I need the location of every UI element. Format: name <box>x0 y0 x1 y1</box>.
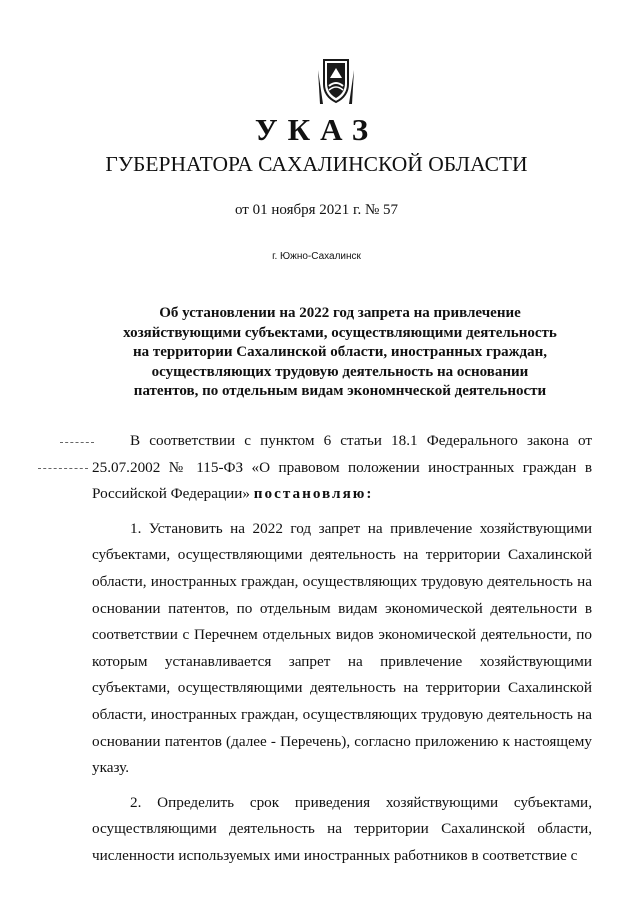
decree-body <box>92 428 592 870</box>
document-date: от 01 ноября 2021 г. № 57 <box>234 202 399 218</box>
document-city: г. Южно-Сахалинск <box>272 251 361 262</box>
margin-mark <box>38 468 88 469</box>
heading-line: хозяйствующими субъектами, осуществляющими деятельность <box>123 324 557 341</box>
document-subtitle: ГУБЕРНАТОРА САХАЛИНСКОЙ ОБЛАСТИ <box>105 152 528 176</box>
coat-of-arms-icon <box>314 56 358 106</box>
decree-heading <box>100 304 580 402</box>
decree-word: постановляю: <box>253 485 374 503</box>
heading-line: на территории Сахалинской области, иностранных граждан, <box>132 344 548 360</box>
heading-line: патентов, по отдельным видам экономнческой деятельности <box>133 383 547 399</box>
preamble-paragraph <box>92 428 592 508</box>
document-title: УКАЗ <box>254 112 379 147</box>
preamble-text: В соответствии с пунктом 6 статьи 18.1 Федерального закона от 25.07.2002 № 115-ФЗ «О правовом положении иностранных граждан в Российской Федерации» <box>92 432 592 503</box>
item-2-paragraph: 2. Определить срок приведения хозяйствующими субъектами, осуществляющими деятельность на территории Сахалинской области, численности используемых ими иностранных работников в соответствие с <box>92 793 592 864</box>
heading-line: осуществляющих трудовую деятельность на основании <box>151 363 529 380</box>
item-1-paragraph: 1. Установить на 2022 год запрет на привлечение хозяйствующими субъектами, осуществляющими деятельность на территории Сахалинской области, иностранных граждан, осуществляющих трудовую деятельность на основании патентов, по отдельным видам экономической деятельности в соответствии с Перечнем отдельных видов экономической деятельности, по которым устанавливается запрет на привлечение хозяйствующими субъектами, осуществляющими деятельность на территории Сахалинской области, иностранных граждан, осуществляющих трудовую деятельность на основании патентов (далее - Перечень), согласно приложению к настоящему указу. <box>92 519 592 777</box>
heading-line: Об установлении на 2022 год запрета на привлечение <box>159 305 521 321</box>
margin-mark <box>60 442 94 443</box>
